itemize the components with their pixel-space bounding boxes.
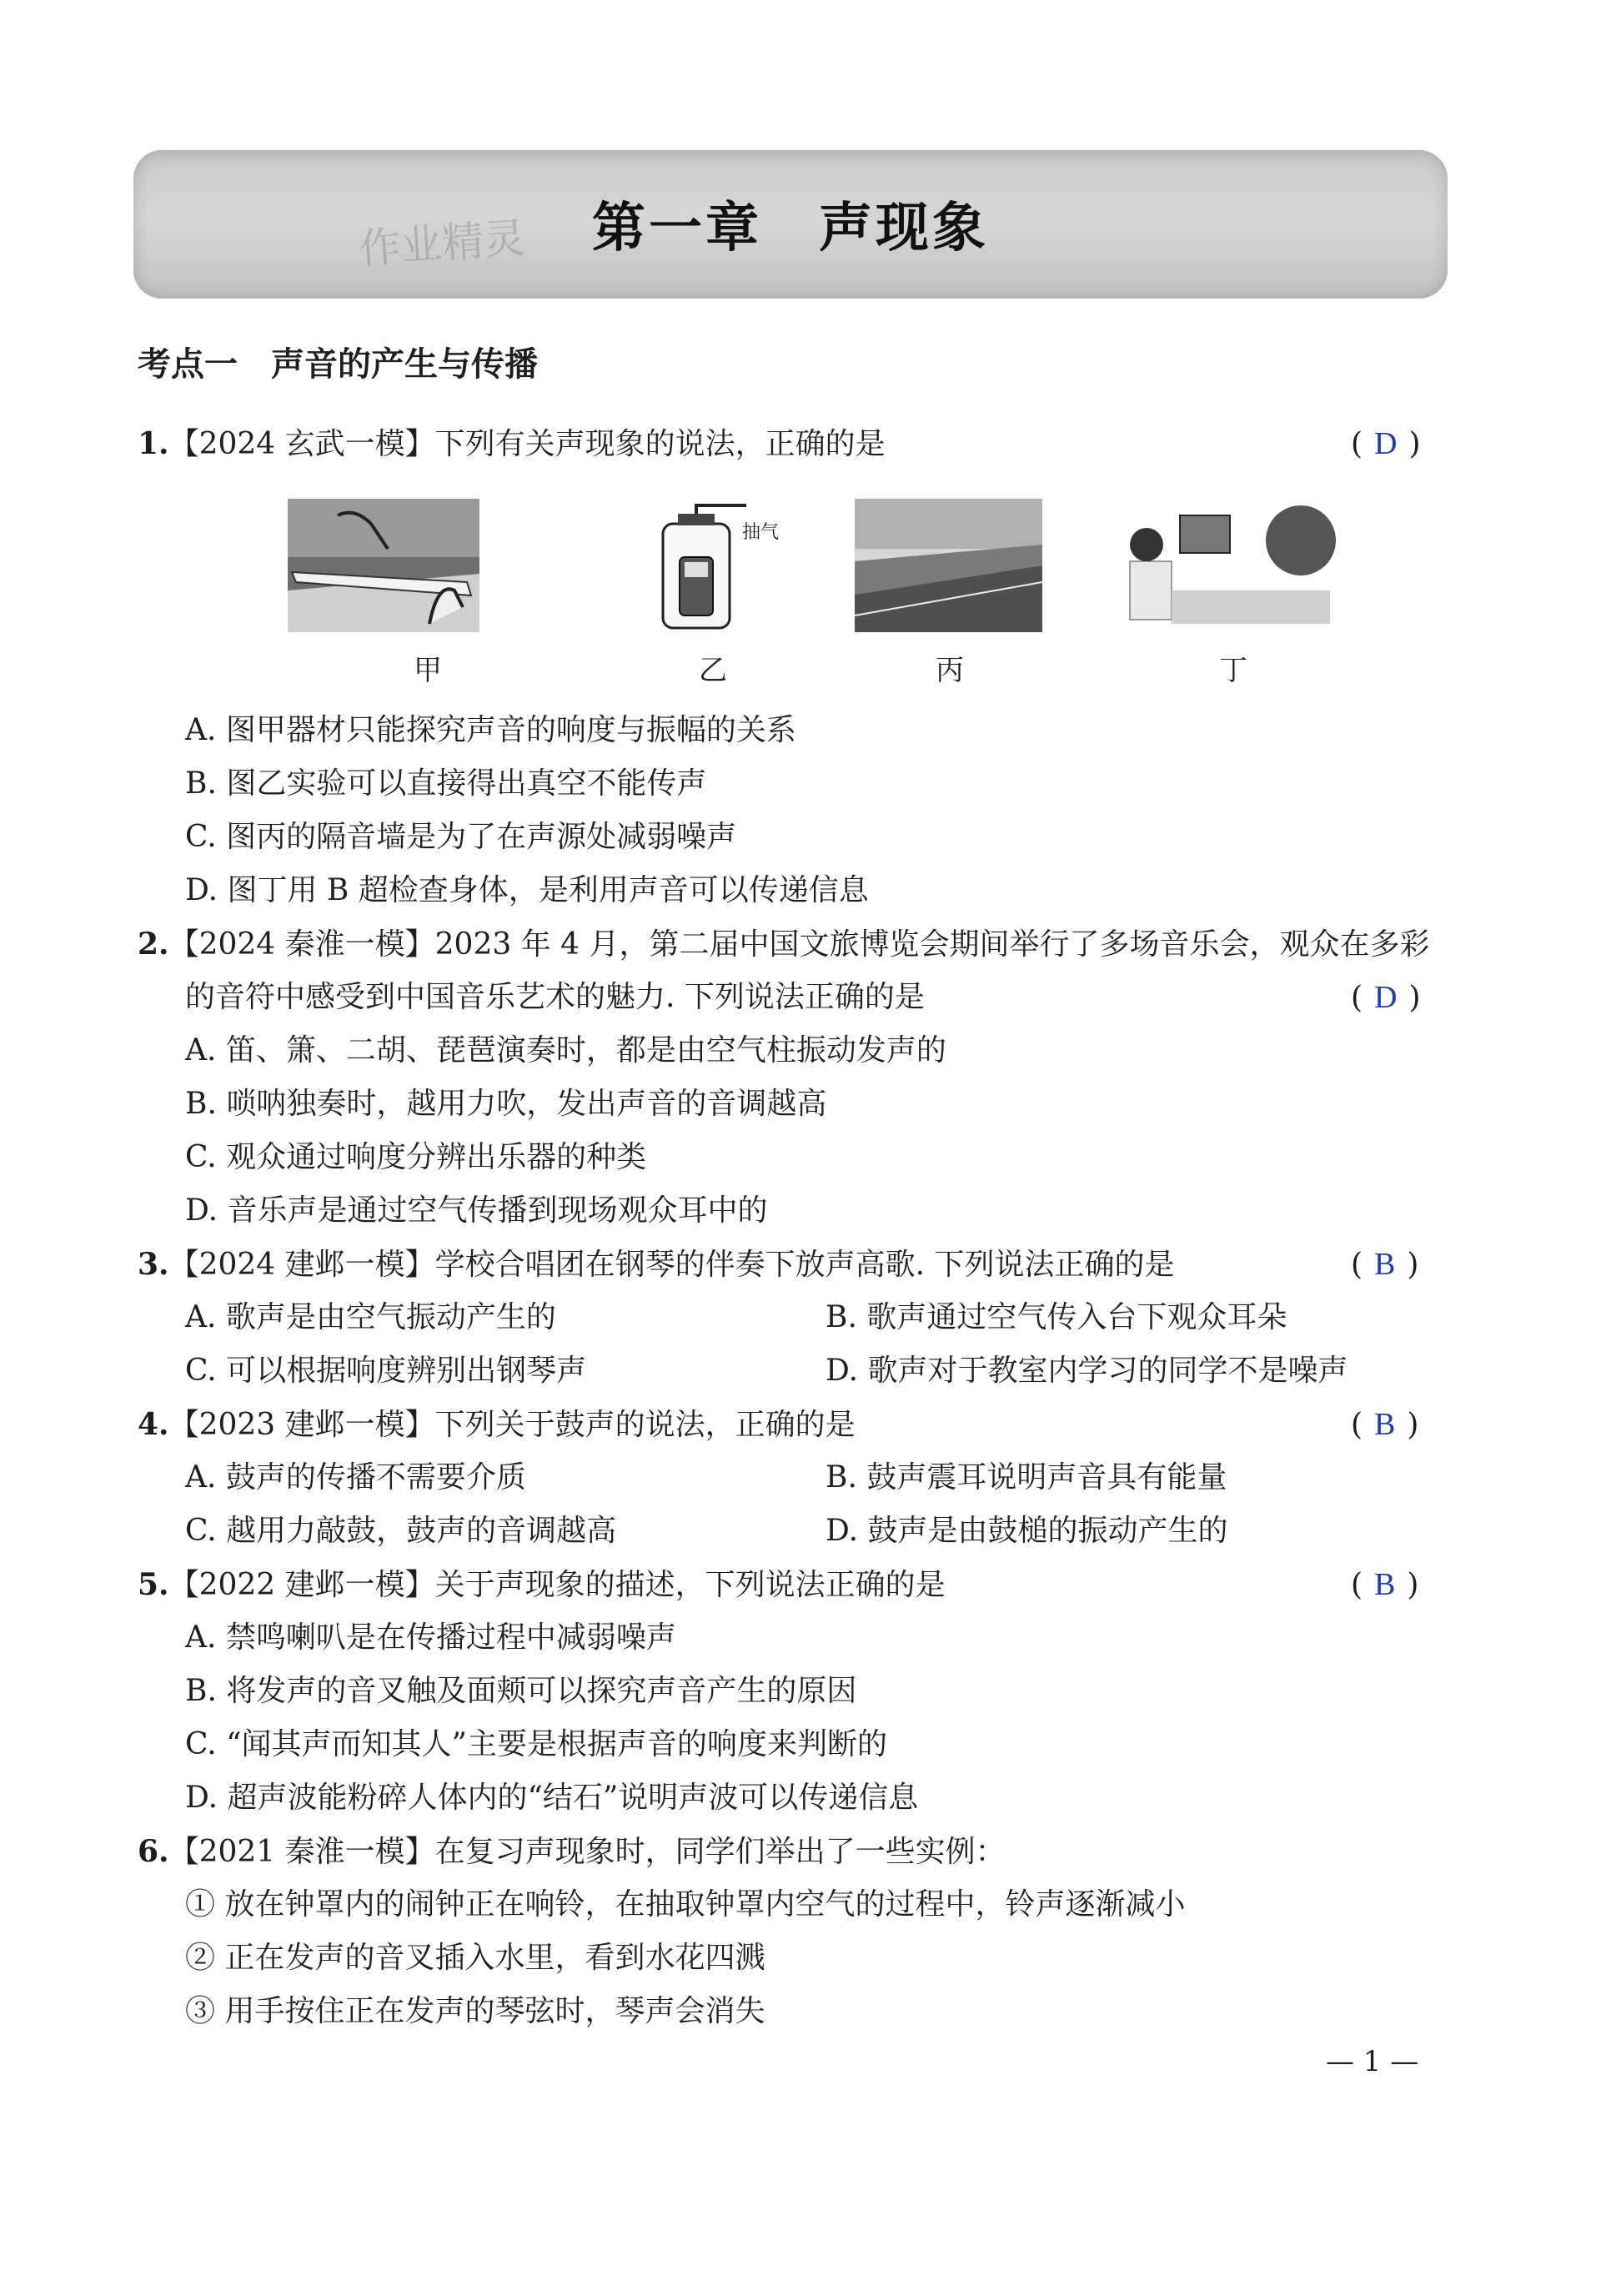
figure-sound-barrier-icon (855, 499, 1042, 632)
q6-item-3: ③ 用手按住正在发声的琴弦时，琴声会消失 (185, 1994, 765, 2028)
chapter-title: 第一章 声现象 (592, 197, 989, 259)
chapter-banner (133, 150, 1448, 299)
question-1: 1.【2024 玄武一模】下列有关声现象的说法，正确的是 (138, 426, 886, 461)
pump-note: 抽气 (742, 522, 780, 543)
q6-item-2: ② 正在发声的音叉插入水里，看到水花四溅 (185, 1941, 765, 1975)
q3-option-b: B. 歌声通过空气传入台下观众耳朵 (826, 1300, 1287, 1334)
q2-option-d: D. 音乐声是通过空气传播到现场观众耳中的 (185, 1193, 768, 1228)
q4-option-a: A. 鼓声的传播不需要介质 (185, 1460, 526, 1495)
q4-option-d: D. 鼓声是由鼓槌的振动产生的 (826, 1514, 1228, 1548)
q2-option-c: C. 观众通过响度分辨出乐器的种类 (185, 1140, 647, 1174)
answer-1: ( D ) (1351, 426, 1421, 461)
q3-option-c: C. 可以根据响度辨别出钢琴声 (185, 1354, 587, 1388)
q3-option-d: D. 歌声对于教室内学习的同学不是噪声 (826, 1354, 1348, 1388)
figure-ruler-icon (288, 499, 479, 632)
q2-option-a: A. 笛、箫、二胡、琵琶演奏时，都是由空气柱振动发声的 (185, 1033, 946, 1068)
q6-item-1: ① 放在钟罩内的闹钟正在响铃，在抽取钟罩内空气的过程中，铃声逐渐减小 (185, 1887, 1186, 1922)
question-4: 4.【2023 建邺一模】下列关于鼓声的说法，正确的是 (138, 1407, 856, 1442)
answer-5: ( B ) (1351, 1567, 1419, 1602)
question-3: 3.【2024 建邺一模】学校合唱团在钢琴的伴奏下放声高歌. 下列说法正确的是 (138, 1247, 1175, 1282)
question-2-cont: 的音符中感受到中国音乐艺术的魅力. 下列说法正确的是 (185, 980, 925, 1014)
q1-option-b: B. 图乙实验可以直接得出真空不能传声 (185, 766, 707, 801)
q1-option-d: D. 图丁用 B 超检查身体，是利用声音可以传递信息 (185, 873, 869, 907)
q4-option-c: C. 越用力敲鼓，鼓声的音调越高 (185, 1514, 617, 1548)
q5-option-a: A. 禁鸣喇叭是在传播过程中减弱噪声 (185, 1620, 676, 1655)
figure-label-bing: 丙 (936, 654, 964, 687)
q1-option-c: C. 图丙的隔音墙是为了在声源处减弱噪声 (185, 820, 737, 854)
q5-option-c: C. “闻其声而知其人”主要是根据声音的响度来判断的 (185, 1727, 887, 1761)
figure-b-ultrasound-icon (1122, 499, 1338, 632)
question-2: 2.【2024 秦淮一模】2023 年 4 月，第二届中国文旅博览会期间举行了多场音乐会，观众在多彩 (138, 927, 1430, 962)
answer-4: ( B ) (1351, 1407, 1419, 1442)
q5-option-d: D. 超声波能粉碎人体内的“结石”说明声波可以传递信息 (185, 1781, 919, 1815)
q2-option-b: B. 唢呐独奏时，越用力吹，发出声音的音调越高 (185, 1087, 827, 1121)
question-6: 6.【2021 秦淮一模】在复习声现象时，同学们举出了一些实例： (138, 1834, 1006, 1869)
figure-label-jia: 甲 (414, 654, 442, 687)
q5-option-b: B. 将发声的音叉触及面颊可以探究声音产生的原因 (185, 1674, 857, 1708)
question-5: 5.【2022 建邺一模】关于声现象的描述，下列说法正确的是 (138, 1567, 946, 1602)
q4-option-b: B. 鼓声震耳说明声音具有能量 (826, 1460, 1227, 1495)
q1-option-a: A. 图甲器材只能探究声音的响度与振幅的关系 (185, 713, 796, 747)
page-number: — 1 — (1326, 2045, 1419, 2078)
section-title: 考点一 声音的产生与传播 (138, 345, 538, 384)
figure-label-ding: 丁 (1219, 654, 1247, 687)
figure-label-yi: 乙 (699, 654, 727, 687)
answer-3: ( B ) (1351, 1247, 1419, 1282)
answer-2: ( D ) (1351, 980, 1421, 1015)
watermark: 作业精灵 (357, 214, 528, 274)
q3-option-a: A. 歌声是由空气振动产生的 (185, 1300, 556, 1334)
